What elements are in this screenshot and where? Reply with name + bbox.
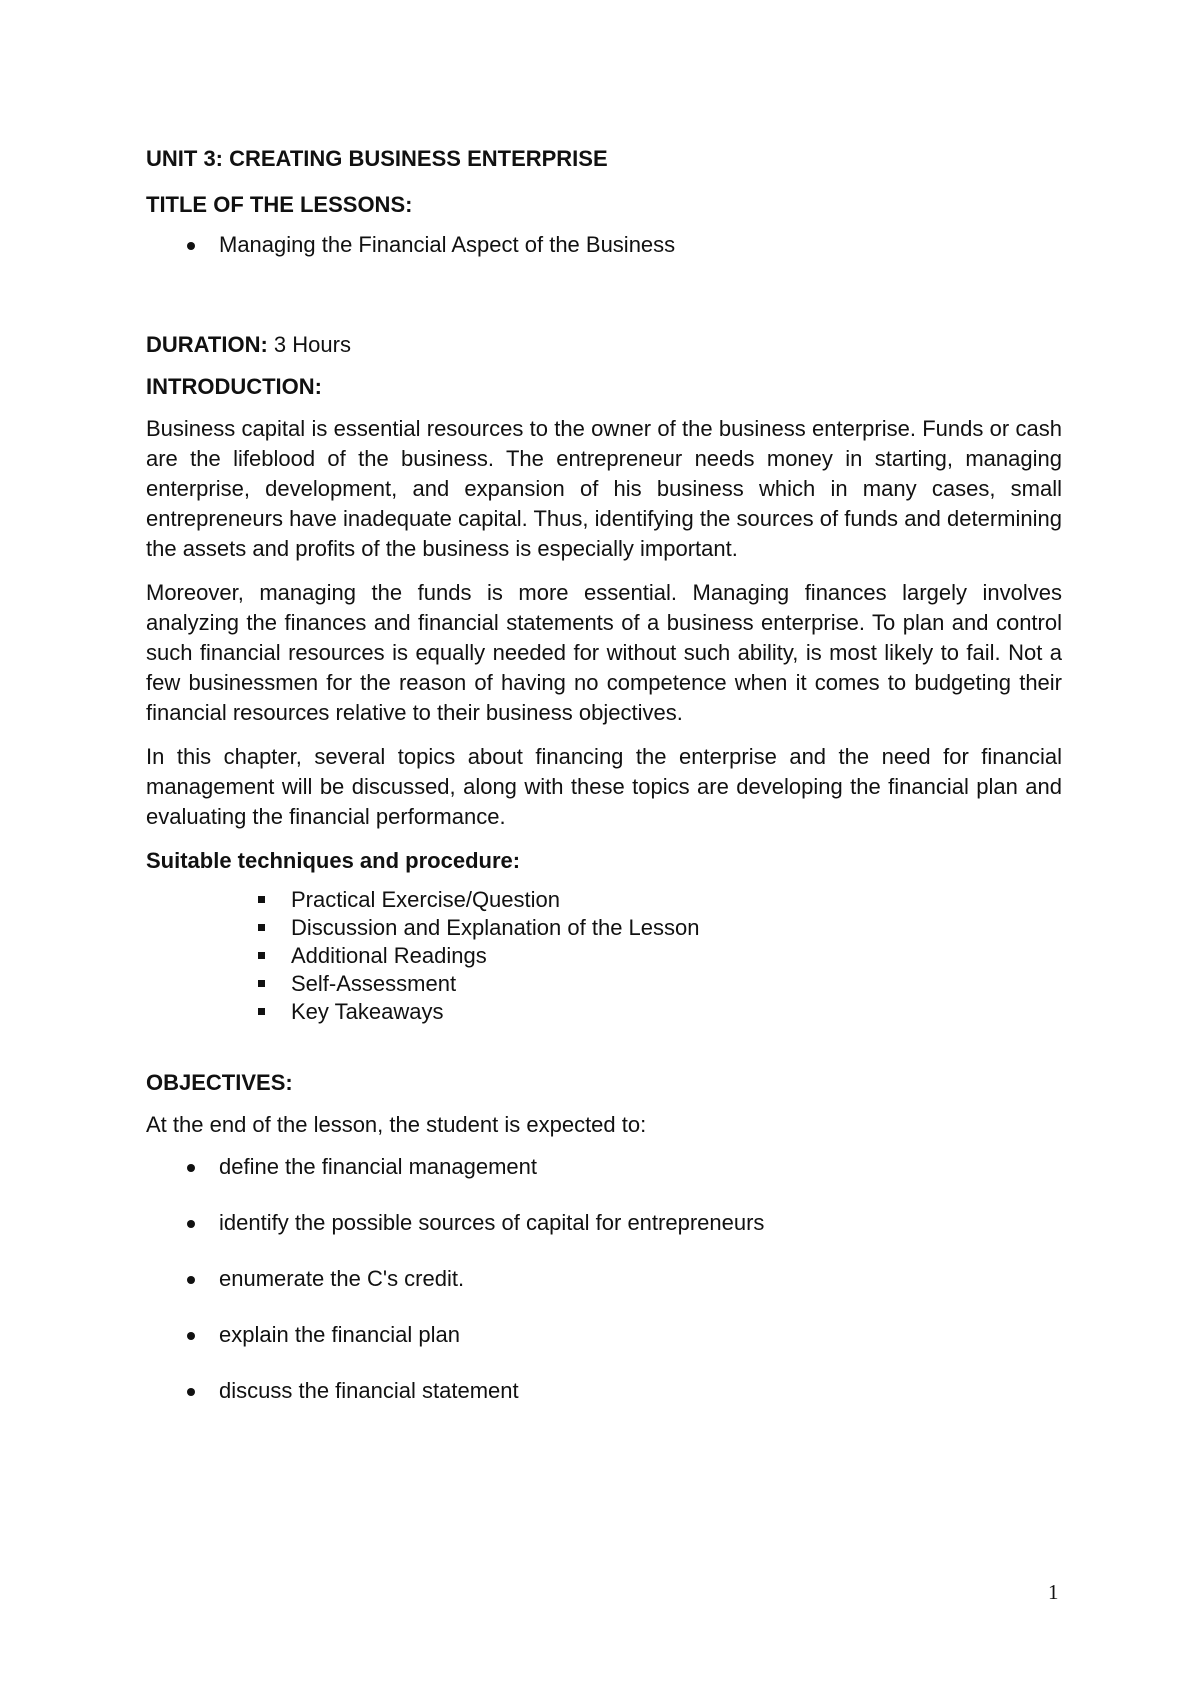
document-content xyxy=(146,144,1062,1432)
objectives-intro: At the end of the lesson, the student is expected to: xyxy=(146,1112,647,1137)
spacer xyxy=(146,260,1062,330)
intro-paragraph-1: Business capital is essential resources to the owner of the business enterprise. Funds or cash are the lifeblood of the business. The entrepreneur needs money in starting, managing enterprise, development, and expansion of his business which in many cases, small entrepreneurs have inadequate capital. Thus, identifying the sources of funds and determining the assets and profits of the business is especially important. xyxy=(146,416,1062,561)
technique-item: Discussion and Explanation of the Lesson xyxy=(146,914,1062,942)
duration-label: DURATION: xyxy=(146,332,268,357)
techniques-list xyxy=(146,886,1062,1026)
technique-item: Key Takeaways xyxy=(146,998,1062,1026)
objective-item: identify the possible sources of capital for entrepreneurs xyxy=(146,1208,1062,1238)
technique-item: Practical Exercise/Question xyxy=(146,886,1062,914)
lessons-heading: TITLE OF THE LESSONS: xyxy=(146,192,413,217)
objective-item: explain the financial plan xyxy=(146,1320,1062,1350)
intro-paragraph-3: In this chapter, several topics about financing the enterprise and the need for financial management will be discussed, along with these topics are developing the financial plan and evaluating the financial performance. xyxy=(146,744,1062,829)
introduction-heading: INTRODUCTION: xyxy=(146,374,322,399)
lessons-list xyxy=(146,230,1062,260)
duration-line xyxy=(146,330,1062,360)
objectives-list xyxy=(146,1152,1062,1406)
objective-item: define the financial management xyxy=(146,1152,1062,1182)
spacer xyxy=(146,1026,1062,1068)
duration-value: 3 Hours xyxy=(273,332,351,357)
objective-item: enumerate the C's credit. xyxy=(146,1264,1062,1294)
lesson-item: Managing the Financial Aspect of the Business xyxy=(146,230,1062,260)
objectives-heading: OBJECTIVES: xyxy=(146,1070,293,1095)
page-number: 1 xyxy=(1048,1580,1059,1604)
unit-title: UNIT 3: CREATING BUSINESS ENTERPRISE xyxy=(146,146,608,171)
objective-item: discuss the financial statement xyxy=(146,1376,1062,1406)
techniques-heading: Suitable techniques and procedure: xyxy=(146,848,521,873)
technique-item: Self-Assessment xyxy=(146,970,1062,998)
technique-item: Additional Readings xyxy=(146,942,1062,970)
intro-paragraph-2: Moreover, managing the funds is more essential. Managing finances largely involves analyzing the finances and financial statements of a business enterprise. To plan and control such financial resources is equally needed for without such ability, is most likely to fail. Not a few businessmen for the reason of having no competence when it comes to budgeting their financial resources relative to their business objectives. xyxy=(146,580,1062,725)
